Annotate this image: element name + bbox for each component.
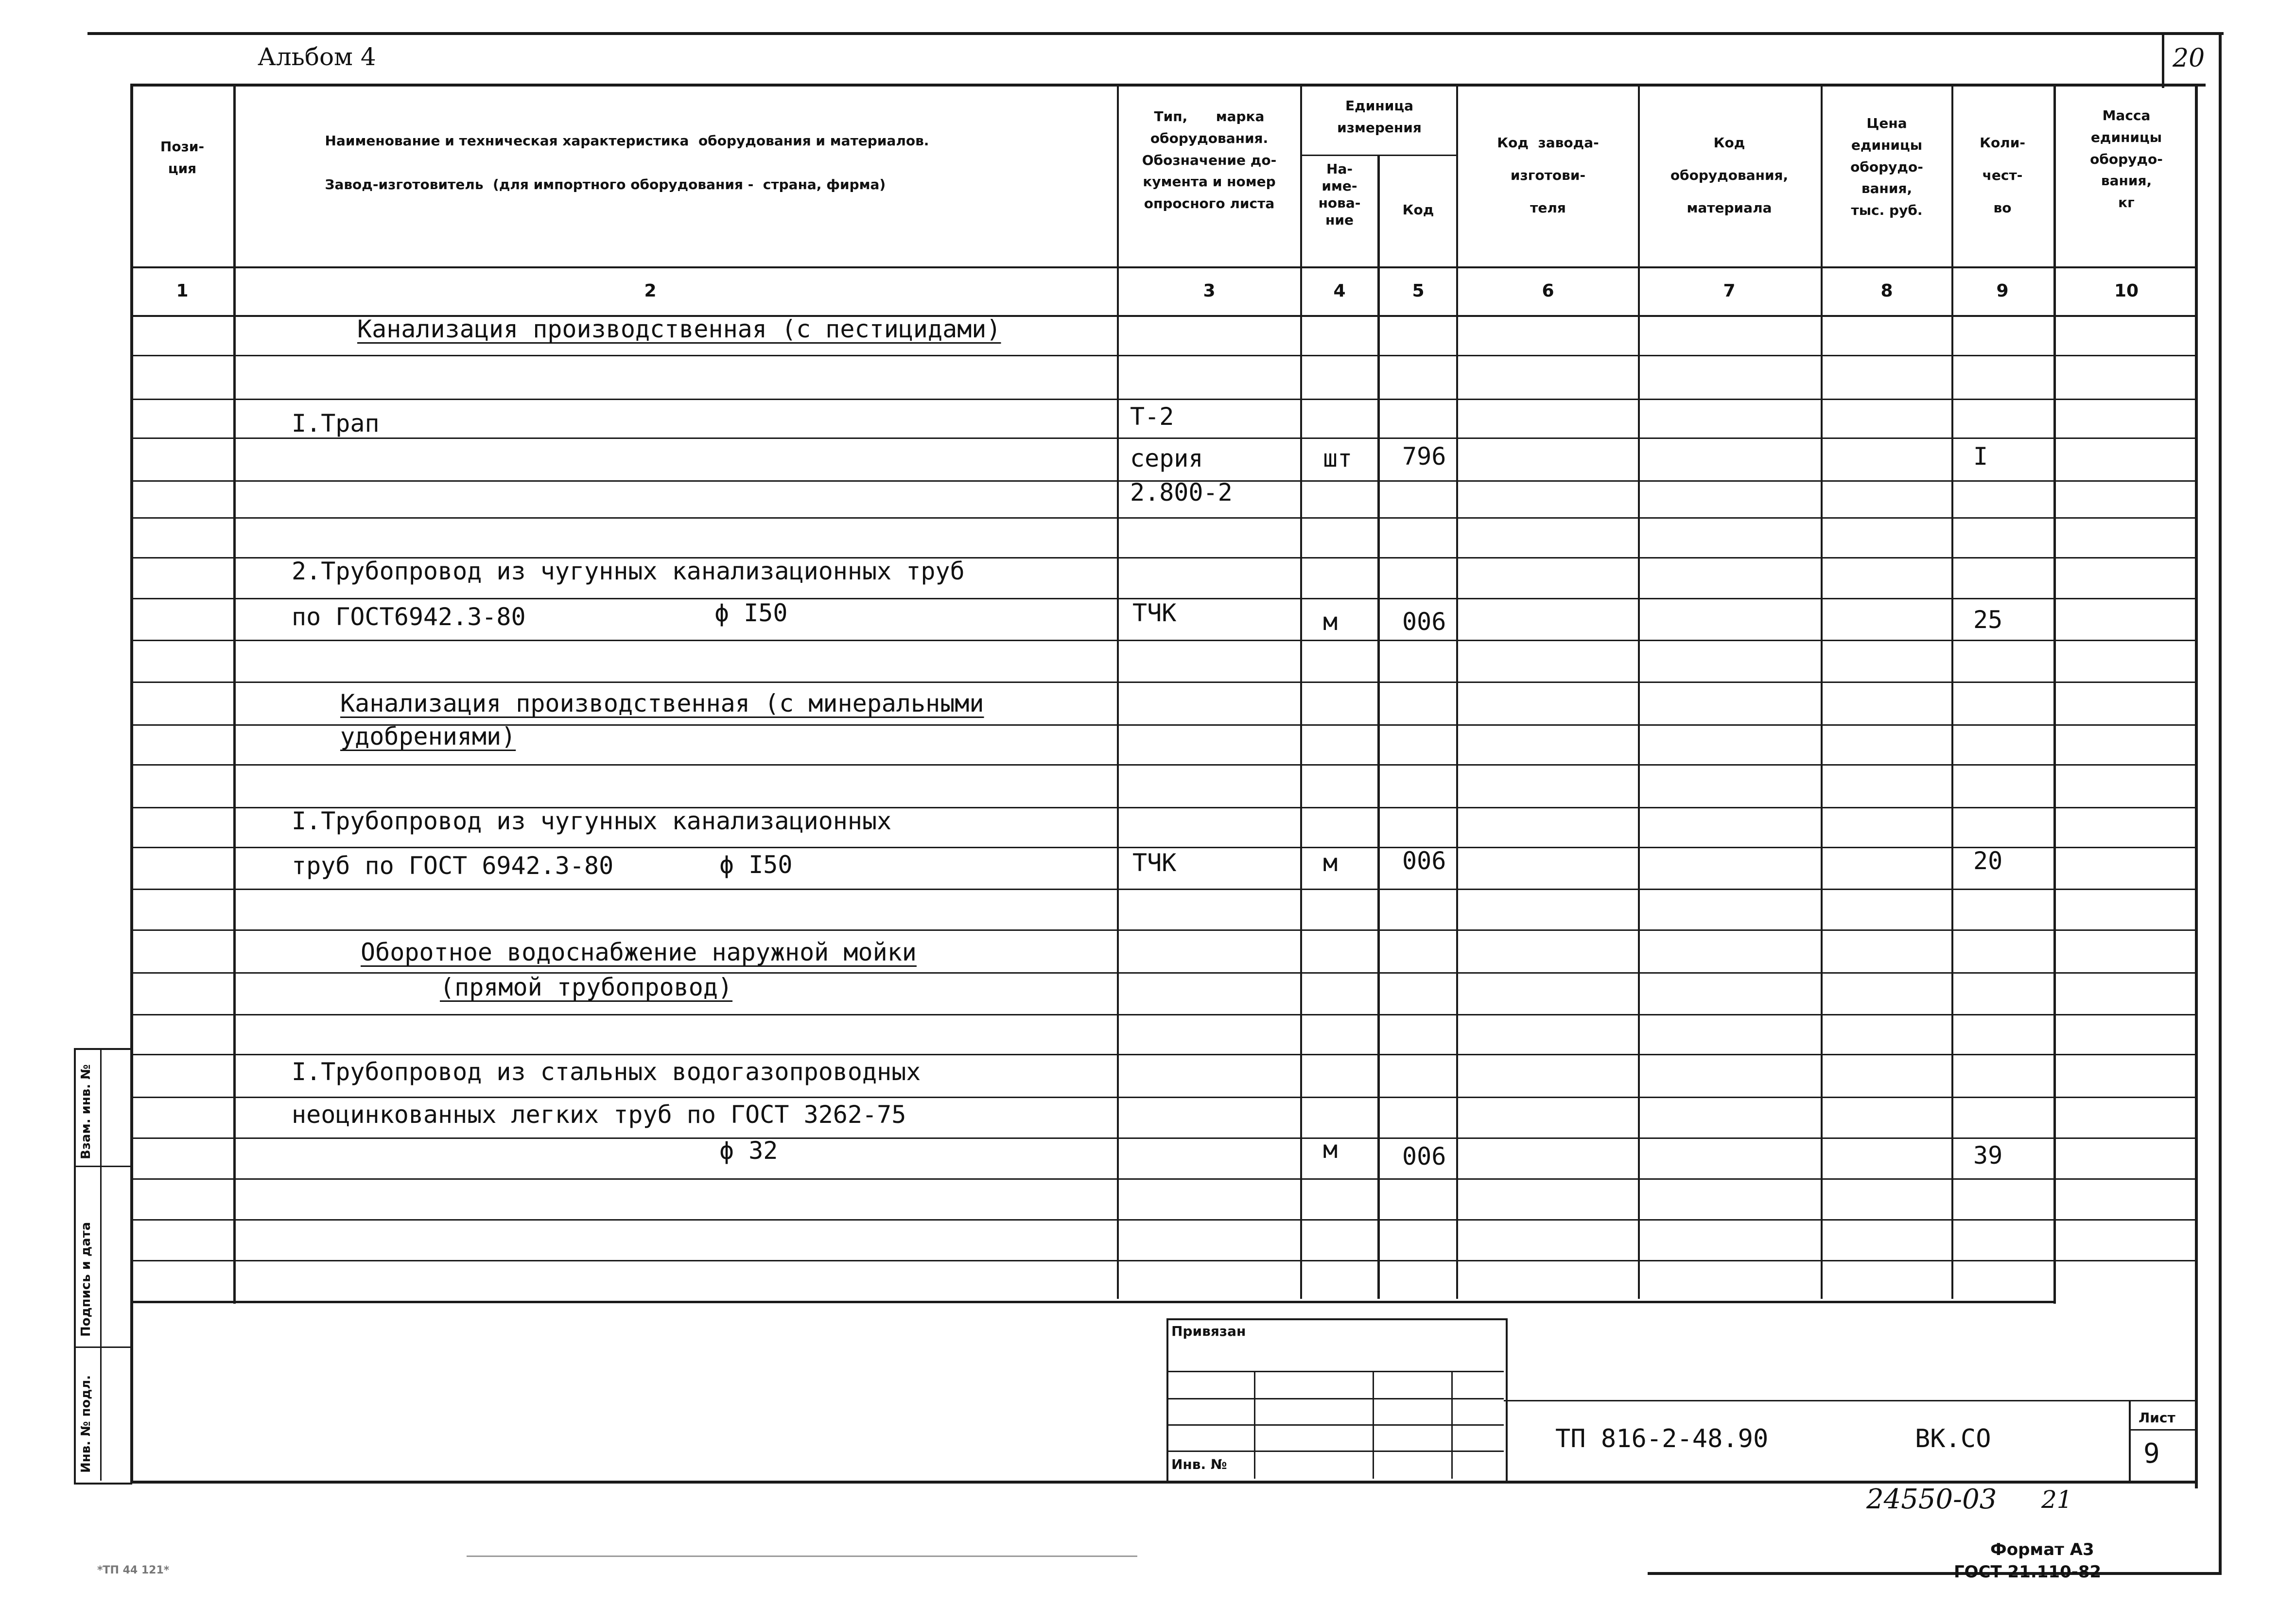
sheet-box-mid	[2129, 1429, 2198, 1431]
header-maker-code: Код завода- изготови- теля	[1497, 135, 1599, 216]
row4-diameter: ϕ 32	[719, 1136, 778, 1165]
side-stamp-line-2	[74, 1346, 130, 1348]
inventory-number-label: Инв. №	[1171, 1456, 1227, 1472]
colnum-2: 2	[644, 281, 657, 301]
document-code: ТП 816-2-48.90	[1555, 1424, 1769, 1453]
table-row-line	[130, 682, 2198, 683]
stamp-line-1	[1166, 1371, 1504, 1372]
colnum-7: 7	[1723, 281, 1736, 301]
row3-name-b: труб по ГОСТ 6942.3-80	[292, 852, 614, 880]
col-sep-8	[1951, 84, 1953, 1299]
frame-top-line	[87, 32, 2224, 35]
table-row-line	[130, 1178, 2198, 1180]
row3-diameter: ϕ I50	[719, 851, 793, 879]
bottom-faint-line	[467, 1556, 1137, 1557]
corner-page-number: 20	[2173, 44, 2205, 73]
standard-label: ГОСТ 21.110-82	[1954, 1562, 2102, 1582]
row4-unit: м	[1323, 1136, 1338, 1164]
table-row-line	[130, 1054, 2198, 1055]
row1-code: 796	[1402, 442, 1446, 471]
privyazan-label: Привязан	[1171, 1323, 1246, 1339]
section-title-fertilizers-b: удобрениями)	[340, 722, 516, 751]
bottom-page: 21	[2041, 1486, 2072, 1514]
colnum-5: 5	[1412, 281, 1425, 301]
stamp-vline-2	[1373, 1371, 1374, 1479]
album-label: Альбом 4	[258, 43, 376, 71]
header-unit-name: На- име- нова- ние	[1318, 161, 1361, 228]
colnum-3: 3	[1203, 281, 1216, 301]
section-title-water-b: (прямой трубопровод)	[440, 973, 733, 1001]
stamp-line-3	[1166, 1424, 1504, 1426]
inner-frame-right	[2195, 84, 2198, 1488]
row1-unit: шт	[1323, 444, 1353, 472]
row2-type: ТЧК	[1132, 599, 1177, 627]
stamp-line-4	[1166, 1451, 1504, 1452]
header-quantity: Коли- чест- во	[1980, 135, 2025, 216]
colnum-4: 4	[1333, 281, 1346, 301]
table-row-line	[130, 437, 2198, 439]
document-suffix: ВК.СО	[1915, 1424, 1991, 1453]
colnum-6: 6	[1542, 281, 1554, 301]
table-row-line	[130, 355, 2198, 356]
row4-code: 006	[1402, 1142, 1446, 1171]
colnum-1: 1	[176, 281, 189, 301]
row3-type: ТЧК	[1132, 849, 1177, 877]
title-block-top-line	[1504, 1400, 2198, 1401]
col-sep-9	[2053, 84, 2056, 1304]
table-row-line	[130, 517, 2198, 519]
section-title-water-a: Оборотное водоснабжение наружной мойки	[361, 938, 917, 966]
col-sep-7	[1821, 84, 1823, 1299]
side-stamp-line-1	[74, 1166, 130, 1167]
table-row-line	[130, 847, 2198, 848]
row2-name-b: по ГОСТ6942.3-80	[292, 603, 526, 631]
header-units: Единица измерения	[1337, 98, 1422, 136]
table-row-line	[130, 764, 2198, 766]
row3-unit: м	[1323, 849, 1338, 877]
frame-right-line	[2219, 32, 2222, 1573]
table-row-line	[130, 1014, 2198, 1015]
table-row-line	[130, 889, 2198, 890]
side-label-signature-date: Подпись и дата	[79, 1222, 93, 1337]
left-bottom-note: *ТП 44 121*	[97, 1564, 170, 1576]
format-label: Формат А3	[1990, 1540, 2094, 1559]
col-sep-6	[1638, 84, 1640, 1299]
row4-name-b: неоцинкованных легких труб по ГОСТ 3262-75	[292, 1101, 906, 1129]
table-row-line	[130, 399, 2198, 400]
corner-box-left	[2162, 32, 2164, 88]
row2-unit: м	[1323, 608, 1338, 636]
row1-type-c: 2.800-2	[1130, 478, 1233, 507]
row2-qty: 25	[1973, 606, 2003, 634]
table-row-line	[130, 1097, 2198, 1098]
row1-type-b: серия	[1130, 444, 1203, 472]
table-row-line	[130, 1260, 2198, 1261]
side-stamp-divider	[100, 1048, 102, 1481]
row4-qty: 39	[1973, 1141, 2003, 1170]
col-sep-1	[233, 84, 236, 1304]
header-position: Пози- ция	[160, 139, 205, 176]
bottom-code: 24550-03	[1866, 1484, 1997, 1515]
stamp-line-2	[1166, 1398, 1504, 1399]
header-type: Тип, марка оборудования. Обозначение до- кумента и номер опросного листа	[1142, 108, 1277, 212]
row2-name-a: 2.Трубопровод из чугунных канализационных труб	[292, 557, 965, 585]
units-group-line	[1302, 155, 1458, 156]
row1-type-a: Т-2	[1130, 402, 1174, 431]
sheet-number: 9	[2143, 1438, 2160, 1469]
col-sep-5	[1456, 84, 1458, 1299]
row2-code: 006	[1402, 608, 1446, 636]
colnum-10: 10	[2114, 281, 2139, 301]
colnum-8: 8	[1880, 281, 1893, 301]
side-label-replacement-inventory: Взам. инв. №	[79, 1064, 93, 1159]
col-sep-4	[1377, 155, 1380, 1299]
row3-qty: 20	[1973, 847, 2003, 875]
header-unit-code: Код	[1402, 202, 1434, 218]
table-row-line	[130, 1301, 2056, 1303]
row3-code: 006	[1402, 847, 1446, 875]
table-row-line	[130, 1219, 2198, 1221]
col-sep-3	[1300, 84, 1302, 1299]
header-bottom-line	[130, 266, 2198, 268]
section-title-fertilizers-a: Канализация производственная (с минеральными	[340, 689, 984, 717]
stamp-vline-3	[1451, 1371, 1453, 1479]
col-sep-2	[1117, 84, 1119, 1299]
sheet-label: Лист	[2139, 1410, 2175, 1426]
header-price: Цена единицы оборудо- вания, тыс. руб.	[1850, 115, 1923, 219]
row1-name: I.Трап	[292, 409, 380, 437]
table-row-line	[130, 929, 2198, 931]
header-material-code: Код оборудования, материала	[1670, 135, 1789, 216]
section-title-pesticides: Канализация производственная (с пестицидами)	[357, 315, 1001, 343]
row1-qty: I	[1973, 442, 1988, 471]
colnum-9: 9	[1996, 281, 2009, 301]
sheet-box-left	[2129, 1400, 2131, 1483]
header-name: Наименование и техническая характеристика оборудования и материалов. Завод-изготовитель (для импортного оборудования - страна, фирма)	[325, 133, 929, 192]
row3-name-a: I.Трубопровод из чугунных канализационных	[292, 807, 892, 835]
table-row-line	[130, 1137, 2198, 1139]
table-row-line	[130, 640, 2198, 641]
side-label-original-inventory: Инв. № подл.	[79, 1375, 93, 1473]
row2-diameter: ϕ I50	[714, 599, 788, 627]
stamp-vline-1	[1254, 1371, 1255, 1479]
inner-frame-top	[130, 84, 2206, 87]
header-mass: Масса единицы оборудо- вания, кг	[2090, 107, 2163, 211]
row4-name-a: I.Трубопровод из стальных водогазопроводных	[292, 1058, 921, 1086]
frame-bottom-line	[1648, 1572, 2222, 1575]
